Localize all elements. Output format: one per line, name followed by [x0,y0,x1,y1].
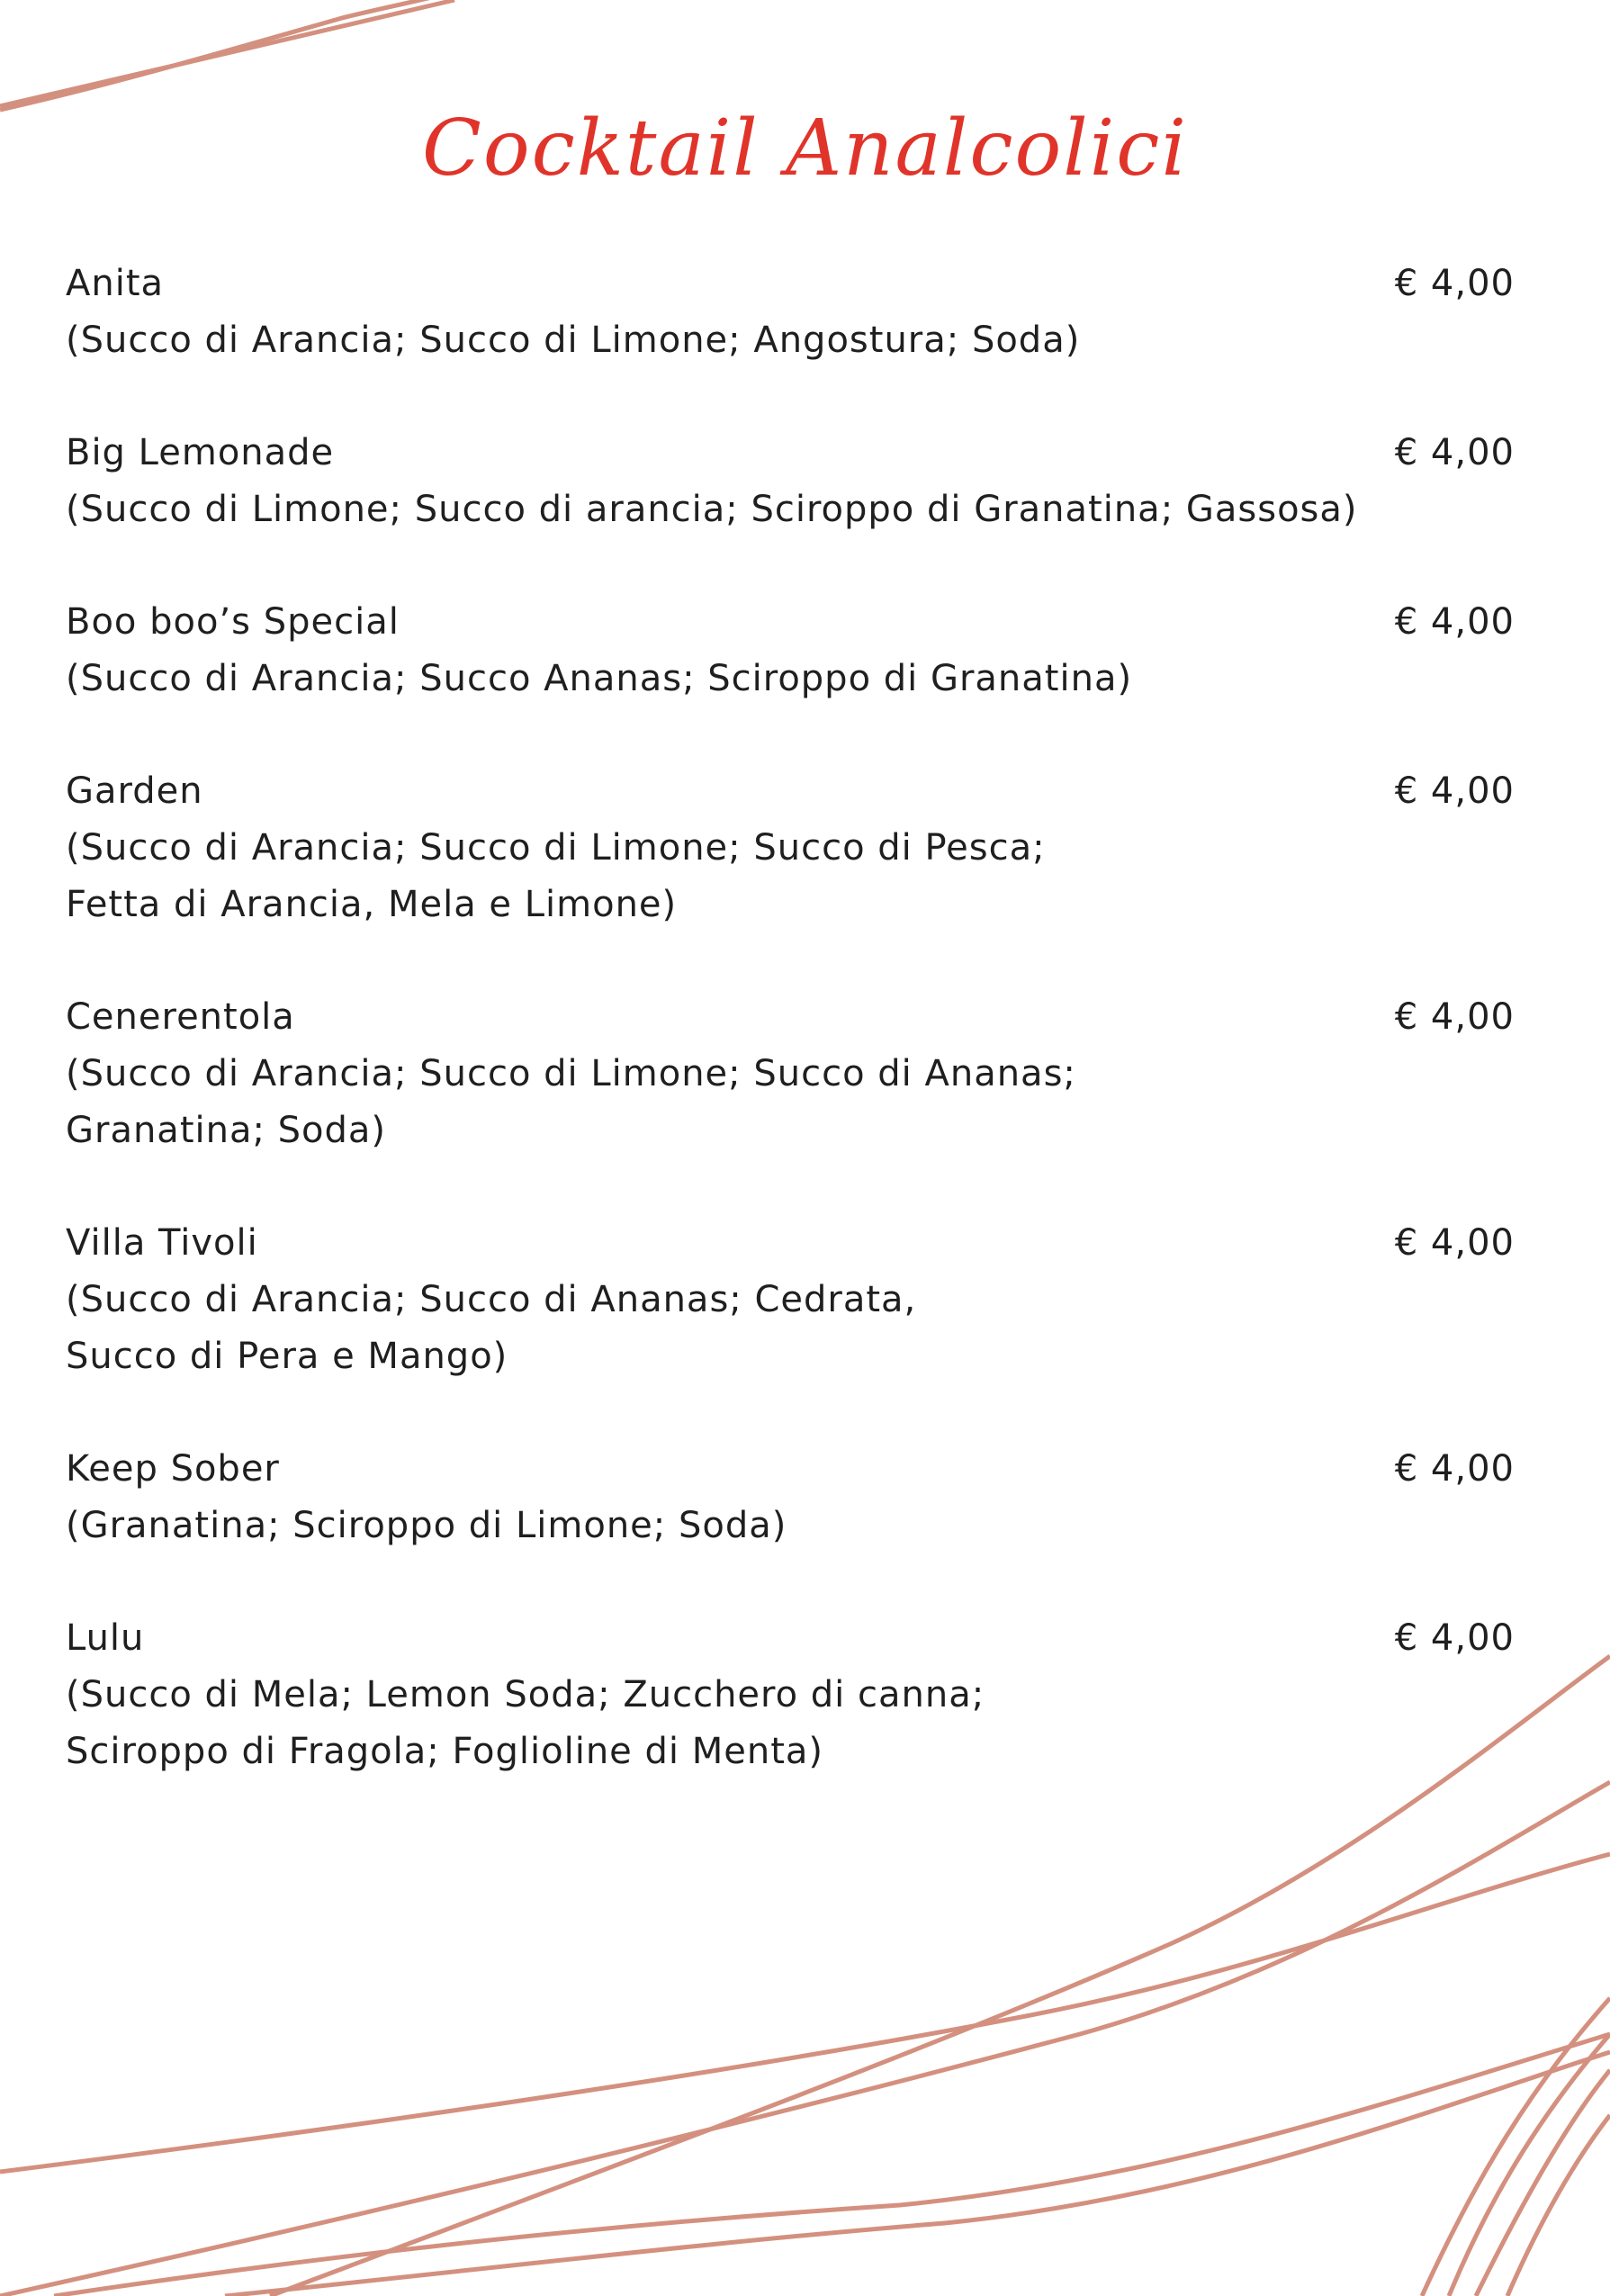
menu-item-price: € 4,00 [1394,432,1515,473]
menu-item-price: € 4,00 [1394,263,1515,304]
menu-item [66,763,1515,933]
menu-item-description: (Succo di Arancia; Succo di Limone; Succo di Pesca; [66,827,1046,869]
menu-item-price: € 4,00 [1394,1617,1515,1659]
cocktail-menu-list [66,256,1515,1836]
menu-item-name: Big Lemonade [66,432,335,473]
deco-line-bottom-4 [54,2034,1610,2296]
menu-item-description: (Succo di Arancia; Succo di Limone; Succo di Ananas; [66,1053,1076,1094]
menu-item-price: € 4,00 [1394,996,1515,1038]
menu-item-description: Fetta di Arancia, Mela e Limone) [66,884,678,925]
menu-item-name: Lulu [66,1617,145,1659]
menu-item [66,425,1515,538]
menu-item-description: (Succo di Arancia; Succo Ananas; Sciroppo di Granatina) [66,658,1133,699]
menu-item-name: Keep Sober [66,1448,280,1490]
menu-item-price: € 4,00 [1394,1448,1515,1490]
page-title: Cocktail Analcolici [422,104,1188,194]
menu-item-description: (Granatina; Sciroppo di Limone; Soda) [66,1505,787,1546]
deco-line-top-1 [0,0,454,106]
menu-item [66,1610,1515,1780]
menu-item-description: Succo di Pera e Mango) [66,1336,508,1377]
menu-item-name: Cenerentola [66,996,295,1038]
menu-item-price: € 4,00 [1394,1222,1515,1264]
menu-item-description: (Succo di Arancia; Succo di Ananas; Cedrata, [66,1279,917,1320]
menu-item [66,594,1515,707]
menu-item-name: Garden [66,770,203,812]
menu-item-name: Villa Tivoli [66,1222,258,1264]
deco-line-right-4 [1507,2115,1610,2296]
menu-item-description: (Succo di Limone; Succo di arancia; Sciroppo di Granatina; Gassosa) [66,489,1358,530]
menu-item-description: (Succo di Arancia; Succo di Limone; Angostura; Soda) [66,320,1081,361]
menu-item-name: Anita [66,263,165,304]
deco-line-bottom-5 [225,2052,1610,2296]
menu-item-description: Granatina; Soda) [66,1110,387,1151]
deco-line-bottom-2 [0,1782,1610,2296]
menu-item-name: Boo boo’s Special [66,601,400,643]
menu-item [66,1441,1515,1554]
menu-item-price: € 4,00 [1394,770,1515,812]
deco-line-right-1 [1422,1998,1610,2296]
menu-item-description: Sciroppo di Fragola; Foglioline di Menta) [66,1731,823,1772]
menu-item-price: € 4,00 [1394,601,1515,643]
deco-line-right-2 [1449,2034,1610,2296]
menu-item-description: (Succo di Mela; Lemon Soda; Zucchero di canna; [66,1674,985,1715]
deco-line-bottom-1 [0,1854,1610,2172]
menu-item [66,989,1515,1159]
deco-line-right-3 [1476,2070,1610,2296]
menu-item [66,256,1515,369]
menu-item [66,1215,1515,1385]
deco-line-top-2 [0,0,450,110]
